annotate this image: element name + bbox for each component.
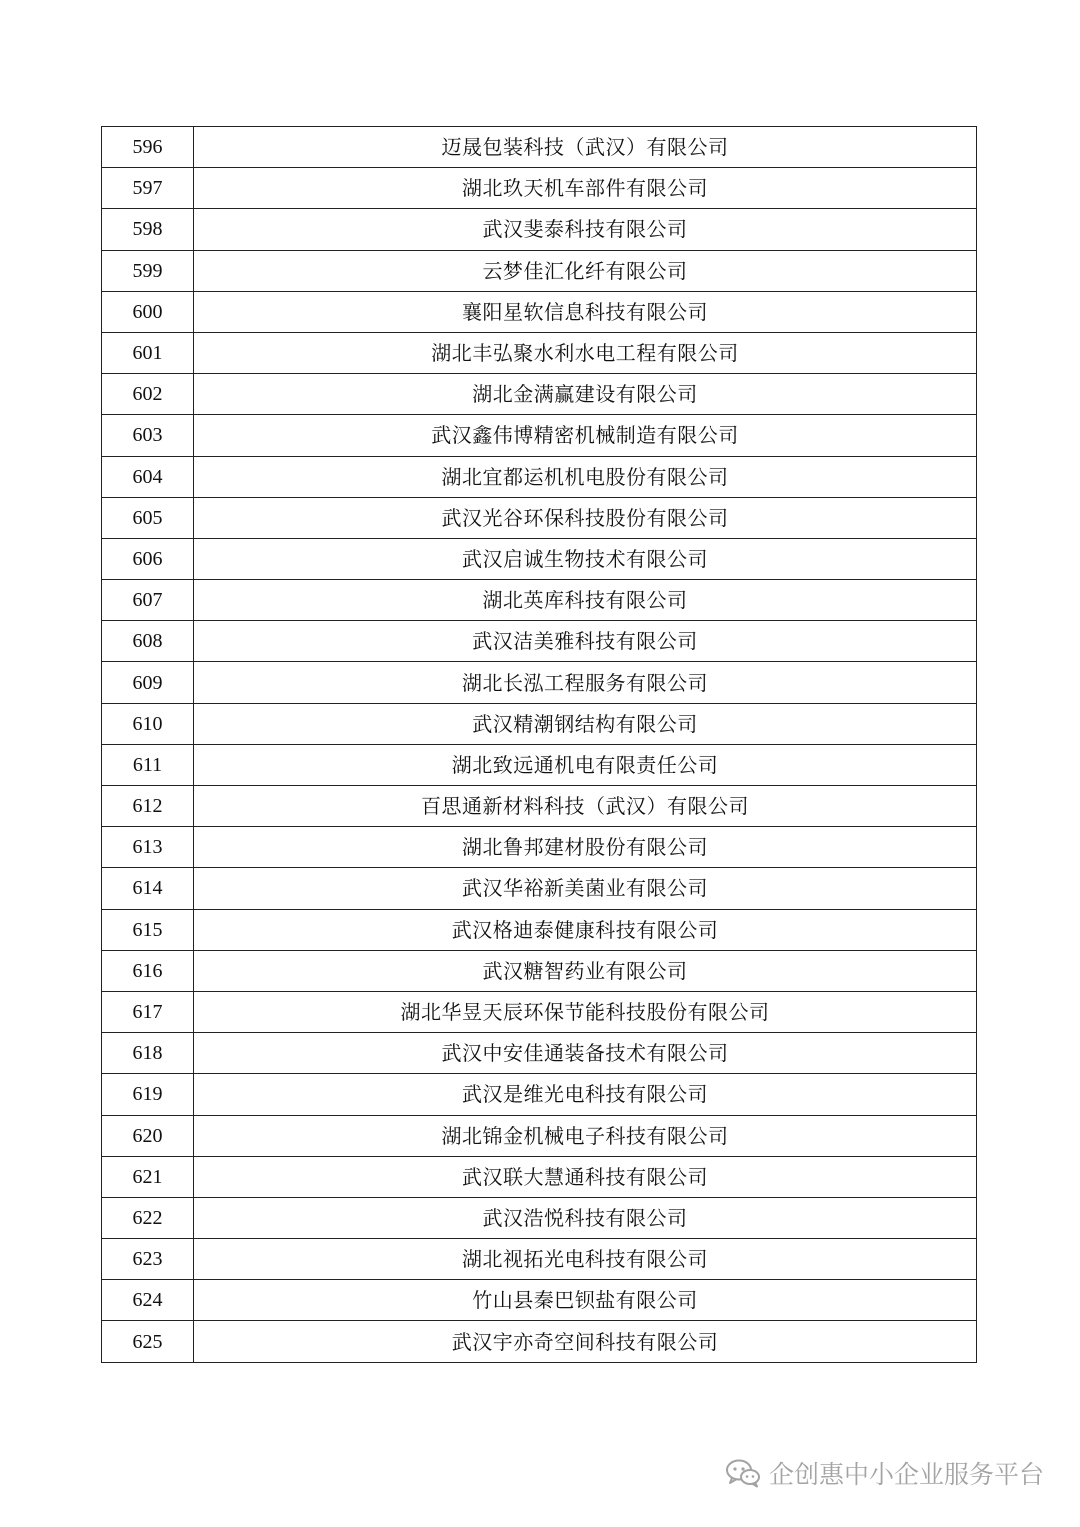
table-row [102, 786, 977, 827]
company-list-table [101, 126, 977, 1363]
company-name: 武汉启诚生物技术有限公司 [194, 538, 977, 579]
table-row [102, 950, 977, 991]
company-name: 武汉是维光电科技有限公司 [194, 1074, 977, 1115]
wechat-icon [725, 1458, 761, 1488]
company-name: 襄阳星软信息科技有限公司 [194, 291, 977, 332]
company-name: 湖北华昱天辰环保节能科技股份有限公司 [194, 991, 977, 1032]
company-name: 武汉糖智药业有限公司 [194, 950, 977, 991]
table-row [102, 497, 977, 538]
table-row [102, 1115, 977, 1156]
company-name: 云梦佳汇化纤有限公司 [194, 250, 977, 291]
company-name: 湖北宜都运机机电股份有限公司 [194, 456, 977, 497]
row-number: 616 [102, 950, 194, 991]
company-name: 武汉格迪泰健康科技有限公司 [194, 909, 977, 950]
company-name: 湖北英库科技有限公司 [194, 580, 977, 621]
row-number: 611 [102, 744, 194, 785]
company-name: 百思通新材料科技（武汉）有限公司 [194, 786, 977, 827]
row-number: 610 [102, 703, 194, 744]
row-number: 614 [102, 868, 194, 909]
row-number: 613 [102, 827, 194, 868]
table-row [102, 868, 977, 909]
table-row [102, 1197, 977, 1238]
company-name: 武汉斐泰科技有限公司 [194, 209, 977, 250]
row-number: 624 [102, 1280, 194, 1321]
company-name: 湖北锦金机械电子科技有限公司 [194, 1115, 977, 1156]
table-row [102, 168, 977, 209]
company-name: 武汉浩悦科技有限公司 [194, 1197, 977, 1238]
row-number: 603 [102, 415, 194, 456]
row-number: 618 [102, 1033, 194, 1074]
company-name: 湖北鲁邦建材股份有限公司 [194, 827, 977, 868]
row-number: 623 [102, 1239, 194, 1280]
company-name: 湖北金满赢建设有限公司 [194, 374, 977, 415]
company-name: 武汉华裕新美菌业有限公司 [194, 868, 977, 909]
table-row [102, 991, 977, 1032]
table-row [102, 415, 977, 456]
company-name: 湖北视拓光电科技有限公司 [194, 1239, 977, 1280]
row-number: 600 [102, 291, 194, 332]
row-number: 601 [102, 332, 194, 373]
table-row [102, 1033, 977, 1074]
row-number: 598 [102, 209, 194, 250]
table-body [102, 127, 977, 1363]
table-row [102, 127, 977, 168]
company-name: 武汉中安佳通装备技术有限公司 [194, 1033, 977, 1074]
row-number: 615 [102, 909, 194, 950]
table-row [102, 538, 977, 579]
table-row [102, 827, 977, 868]
row-number: 605 [102, 497, 194, 538]
company-name: 湖北丰弘聚水利水电工程有限公司 [194, 332, 977, 373]
row-number: 599 [102, 250, 194, 291]
row-number: 596 [102, 127, 194, 168]
row-number: 617 [102, 991, 194, 1032]
company-name: 武汉联大慧通科技有限公司 [194, 1156, 977, 1197]
company-name: 竹山县秦巴钡盐有限公司 [194, 1280, 977, 1321]
table-row [102, 1074, 977, 1115]
company-name: 武汉光谷环保科技股份有限公司 [194, 497, 977, 538]
row-number: 597 [102, 168, 194, 209]
table-row [102, 1156, 977, 1197]
table-row [102, 621, 977, 662]
table-row [102, 1239, 977, 1280]
row-number: 622 [102, 1197, 194, 1238]
row-number: 606 [102, 538, 194, 579]
company-name: 武汉精潮钢结构有限公司 [194, 703, 977, 744]
row-number: 621 [102, 1156, 194, 1197]
row-number: 609 [102, 662, 194, 703]
company-name: 武汉洁美雅科技有限公司 [194, 621, 977, 662]
row-number: 619 [102, 1074, 194, 1115]
table-row [102, 1280, 977, 1321]
table-row [102, 580, 977, 621]
row-number: 612 [102, 786, 194, 827]
row-number: 604 [102, 456, 194, 497]
watermark-text: 企创惠中小企业服务平台 [768, 1460, 1044, 1489]
row-number: 625 [102, 1321, 194, 1362]
company-name: 湖北长泓工程服务有限公司 [194, 662, 977, 703]
table-row [102, 662, 977, 703]
company-name: 武汉鑫伟博精密机械制造有限公司 [194, 415, 977, 456]
company-name: 湖北玖天机车部件有限公司 [194, 168, 977, 209]
row-number: 608 [102, 621, 194, 662]
table-row [102, 291, 977, 332]
table-row [102, 744, 977, 785]
table-row [102, 250, 977, 291]
table-row [102, 909, 977, 950]
table-row [102, 703, 977, 744]
table-row [102, 456, 977, 497]
row-number: 602 [102, 374, 194, 415]
table-row [102, 332, 977, 373]
table-row [102, 374, 977, 415]
table-row [102, 1321, 977, 1362]
company-name: 迈晟包装科技（武汉）有限公司 [194, 127, 977, 168]
row-number: 607 [102, 580, 194, 621]
table-row [102, 209, 977, 250]
company-name: 湖北致远通机电有限责任公司 [194, 744, 977, 785]
company-name: 武汉宇亦奇空间科技有限公司 [194, 1321, 977, 1362]
row-number: 620 [102, 1115, 194, 1156]
watermark [725, 1455, 1044, 1491]
